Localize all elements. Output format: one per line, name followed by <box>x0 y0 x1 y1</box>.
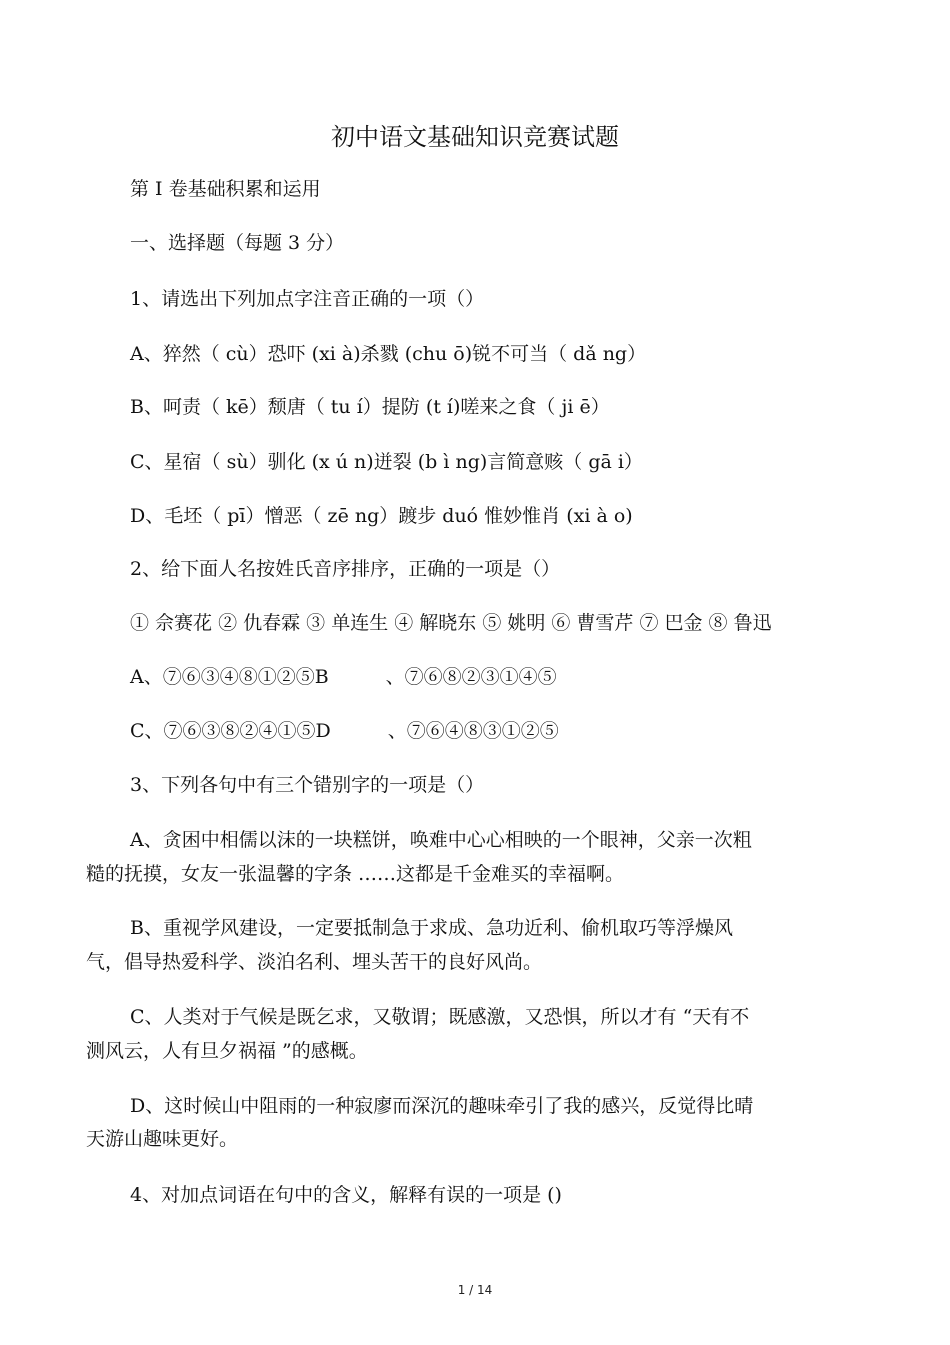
q3-option-a-line-2: 糙的抚摸，女友一张温馨的字条 ……这都是千金难买的幸福啊。 <box>86 863 625 885</box>
q3-option-c-line-2: 测风云，人有旦夕祸福 ”的感概。 <box>86 1040 368 1062</box>
q2-options-ab: A、⑦⑥③④⑧①②⑤B 、⑦⑥⑧②③①④⑤ <box>130 666 557 688</box>
q3-option-a-line-1: A、贪困中相儒以沫的一块糕饼，唤难中心心相映的一个眼神，父亲一次粗 <box>130 829 752 851</box>
q3-option-d-line-1: D、这时候山中阻雨的一种寂廖而深沉的趣味牵引了我的感兴，反觉得比晴 <box>130 1095 754 1117</box>
q1-option-a: A、猝然（ cù）恐吓 (xi à)杀戮 (chu ō)锐不可当（ dǎ ng） <box>130 343 647 365</box>
q1-option-d: D、毛坯（ pī）憎恶（ zē ng）踱步 duó 惟妙惟肖 (xi à o) <box>130 505 633 527</box>
document-title: 初中语文基础知识竞赛试题 <box>331 123 619 151</box>
question-3: 3、下列各句中有三个错别字的一项是（） <box>130 774 485 796</box>
question-1: 1、请选出下列加点字注音正确的一项（） <box>130 288 485 310</box>
part-heading: 一、选择题（每题 3 分） <box>130 232 345 254</box>
q2-options-cd: C、⑦⑥③⑧②④①⑤D 、⑦⑥④⑧③①②⑤ <box>130 720 559 742</box>
q3-option-d-line-2: 天游山趣味更好。 <box>86 1128 239 1150</box>
q1-option-b: B、呵责（ kē）颓唐（ tu í）提防 (t í)嗟来之食（ ji ē） <box>130 396 610 418</box>
page-number: 1 / 14 <box>457 1283 493 1297</box>
question-2: 2、给下面人名按姓氏音序排序，正确的一项是（） <box>130 558 561 580</box>
q3-option-b-line-2: 气，倡导热爱科学、淡泊名利、埋头苦干的良好风尚。 <box>86 951 543 973</box>
question-4: 4、对加点词语在句中的含义，解释有误的一项是 () <box>130 1184 562 1206</box>
q3-option-c-line-1: C、人类对于气候是既乞求，又敬谓；既感激，又恐惧，所以才有 “天有不 <box>130 1006 750 1028</box>
section-heading: 第 Ⅰ 卷基础积累和运用 <box>130 178 321 200</box>
q3-option-b-line-1: B、重视学风建设，一定要抵制急于求成、急功近利、偷机取巧等浮燥风 <box>130 917 733 939</box>
q1-option-c: C、星宿（ sù）驯化 (x ú n)迸裂 (b ì ng)言简意赅（ gā i） <box>130 451 643 473</box>
q2-names-list: ① 佘赛花 ② 仇春霖 ③ 单连生 ④ 解晓东 ⑤ 姚明 ⑥ 曹雪芹 ⑦ 巴金 ⑧ 鲁迅 <box>130 612 772 634</box>
